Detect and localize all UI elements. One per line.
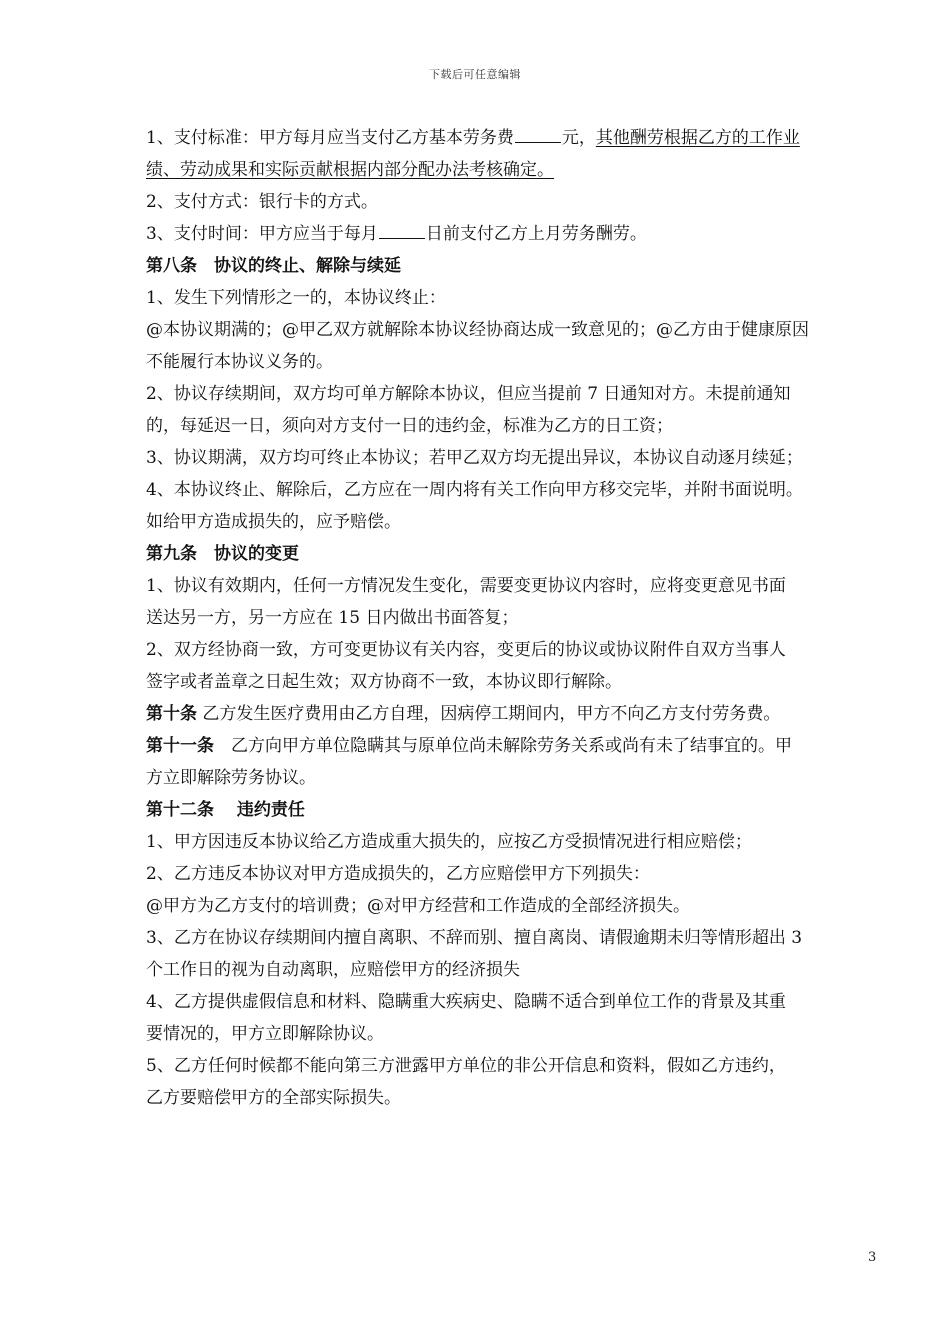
section12-heading: 第十二条 违约责任 [146,800,305,820]
section9-line: 签字或者盖章之日起生效；双方协商不一致，本协议即行解除。 [146,672,622,692]
payment-time-suffix: 日前支付乙方上月劳务酬劳。 [425,224,647,244]
section9-line: 2、双方经协商一致，方可变更协议有关内容，变更后的协议或协议附件自双方当事人 [146,640,786,660]
section12-line: @甲方为乙方支付的培训费；@对甲方经营和工作造成的全部经济损失。 [146,896,690,916]
section8-line: 2、协议存续期间，双方均可单方解除本协议，但应当提前 7 日通知对方。未提前通知 [146,384,791,404]
section7-item1-line2 [146,154,876,186]
document-body [146,122,876,1114]
section8-line: 4、本协议终止、解除后，乙方应在一周内将有关工作向甲方移交完毕，并附书面说明。 [146,480,803,500]
section12-line: 要情况的，甲方立即解除协议。 [146,1024,384,1044]
section8-line: @本协议期满的；@甲乙双方就解除本协议经协商达成一致意见的；@乙方由于健康原因 [146,320,809,340]
section12-line: 乙方要赔偿甲方的全部实际损失。 [146,1088,401,1108]
section12-line: 2、乙方违反本协议对甲方造成损失的，乙方应赔偿甲方下列损失： [146,864,650,884]
section7-item1-line1 [146,122,876,154]
other-pay-underlined-1: 其他酬劳根据乙方的工作业 [595,128,800,148]
section9-line: 1、协议有效期内，任何一方情况发生变化，需要变更协议内容时，应将变更意见书面 [146,576,786,596]
section12-line: 个工作日的视为自动离职，应赔偿甲方的经济损失 [146,960,520,980]
section11-line2: 方立即解除劳务协议。 [146,768,316,788]
section7-item2: 2、支付方式：银行卡的方式。 [146,192,378,212]
section12-line: 3、乙方在协议存续期间内擅自离职、不辞而别、擅自离岗、请假逾期未归等情形超出 3 [146,928,803,948]
section8-line: 1、发生下列情形之一的，本协议终止： [146,288,446,308]
section12-line: 4、乙方提供虚假信息和材料、隐瞒重大疾病史、隐瞒不适合到单位工作的背景及其重 [146,992,786,1012]
page-number: 3 [868,1250,877,1265]
section10-text: 乙方发生医疗费用由乙方自理，因病停工期间内，甲方不向乙方支付劳务费。 [197,704,781,724]
section12-line: 1、甲方因违反本协议给乙方造成重大损失的，应按乙方受损情况进行相应赔偿； [146,832,752,852]
section8-line: 不能履行本协议义务的。 [146,352,333,372]
section8-line: 的，每延迟一日，须向对方支付一日的违约金，标准为乙方的日工资； [146,416,673,436]
payment-day-blank [379,220,425,239]
section7-item3 [146,218,876,250]
header-note: 下载后可任意编辑 [429,68,521,81]
section10-label: 第十条 [146,704,197,724]
section9-heading: 第九条 协议的变更 [146,544,299,564]
yuan-text: 元， [561,128,596,148]
section10 [146,698,876,730]
basic-fee-blank [515,124,561,143]
payment-time-text: 3、支付时间：甲方应当于每月 [146,224,378,244]
section8-line: 如给甲方造成损失的，应予赔偿。 [146,512,401,532]
other-pay-underlined-2: 绩、劳动成果和实际贡献根据内部分配办法考核确定。 [146,160,554,180]
section11-line1 [146,730,876,762]
payment-standard-text: 1、支付标准：甲方每月应当支付乙方基本劳务费 [146,128,514,148]
section12-line: 5、乙方任何时候都不能向第三方泄露甲方单位的非公开信息和资料，假如乙方违约， [146,1056,786,1076]
section11-label: 第十一条 [146,736,214,756]
section9-line: 送达另一方，另一方应在 15 日内做出书面答复； [146,608,519,628]
section11-text: 乙方向甲方单位隐瞒其与原单位尚未解除劳务关系或尚有未了结事宜的。甲 [214,736,792,756]
section8-heading: 第八条 协议的终止、解除与续延 [146,256,401,276]
section8-line: 3、协议期满，双方均可终止本协议；若甲乙双方均无提出异议，本协议自动逐月续延； [146,448,803,468]
